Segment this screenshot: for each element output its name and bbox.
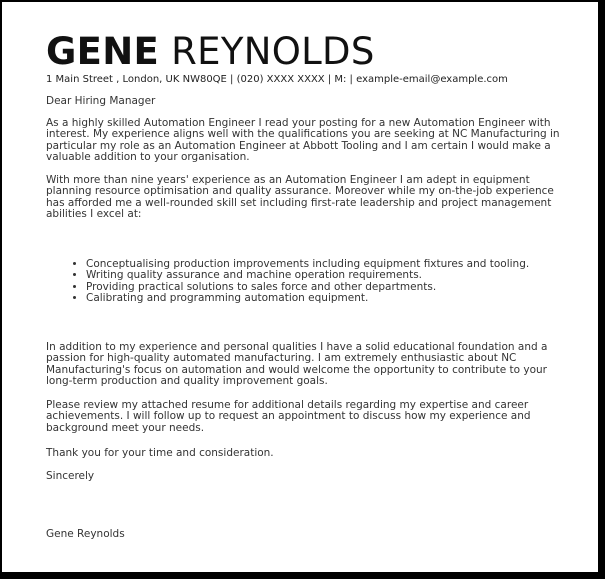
first-name: GENE: [46, 30, 160, 73]
paragraph-follow-up: Please review my attached resume for additional details regarding my expertise and career achievements. I will follow up to request an appointment to discuss how my experience and background meet your needs.: [46, 399, 531, 434]
signature-name: Gene Reynolds: [46, 528, 125, 540]
paragraph-experience: With more than nine years' experience as an Automation Engineer I am adept in equipment planning resource optimisation and quality assurance. Moreover while my on-the-job experience has afforded me a well-rounded skill set including first-rate leadership and project management abilities I excel at:: [46, 174, 554, 220]
list-item: • Writing quality assurance and machine operation requirements.: [86, 270, 598, 281]
list-item: • Providing practical solutions to sales force and other departments.: [86, 282, 598, 293]
letter-page: [2, 2, 598, 572]
skills-list: [46, 259, 598, 304]
list-item: • Calibrating and programming automation equipment.: [86, 293, 598, 304]
list-item: • Conceptualising production improvements including equipment fixtures and tooling.: [86, 259, 598, 270]
paragraph-intro: As a highly skilled Automation Engineer I read your posting for a new Automation Engineer with interest. My experience aligns well with the qualifications you are seeking at NC Manufacturing in particular my role as an Automation Engineer at Abbott Tooling and I am certain I would make a valuable addition to your organisation.: [46, 117, 560, 163]
paragraph-education: In addition to my experience and personal qualities I have a solid educational foundation and a passion for high-quality automated manufacturing. I am extremely enthusiastic about NC Manufacturing's focus on automation and would welcome the opportunity to contribute to your long-term production and quality improvement goals.: [46, 341, 548, 387]
applicant-name-heading: [46, 32, 375, 72]
contact-line: 1 Main Street , London, UK NW80QE | (020) XXXX XXXX | M: | example-email@example.com: [46, 74, 508, 85]
salutation: Dear Hiring Manager: [46, 95, 156, 107]
thanks-line: Thank you for your time and consideration.: [46, 447, 274, 459]
closing: Sincerely: [46, 470, 95, 482]
last-name: REYNOLDS: [171, 30, 375, 73]
